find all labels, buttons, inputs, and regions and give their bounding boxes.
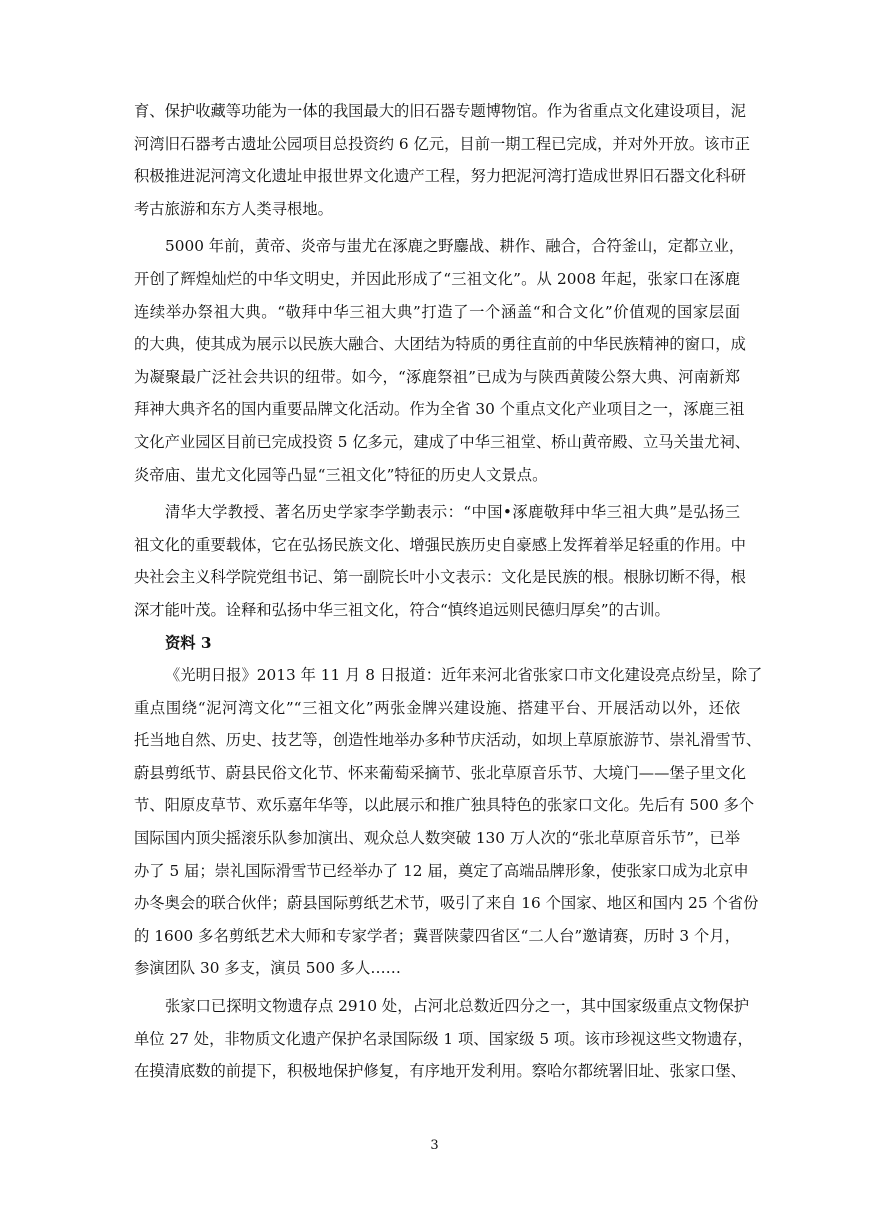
heading-text: 资料 3	[165, 633, 212, 652]
text-line: 托当地自然、历史、技艺等，创造性地举办多种节庆活动，如坝上草原旅游节、崇礼滑雪节、	[134, 731, 762, 750]
text-line: 育、保护收藏等功能为一体的我国最大的旧石器专题博物馆。作为省重点文化建设项目，泥	[134, 102, 746, 120]
text-line: 祖文化的重要载体，它在弘扬民族文化、增强民族历史自豪感上发挥着举足轻重的作用。中	[134, 535, 746, 554]
text-line: 的大典，使其成为展示以民族大融合、大团结为特质的勇往直前的中华民族精神的窗口，成	[134, 335, 746, 354]
text-line: 节、阳原皮草节、欢乐嘉年华等，以此展示和推广独具特色的张家口文化。先后有 500 多个	[134, 796, 755, 815]
text-line: 开创了辉煌灿烂的中华文明史，并因此形成了“三祖文化”。从 2008 年起，张家口在涿鹿	[134, 269, 740, 288]
text-line: 央社会主义科学院党组书记、第一副院长叶小文表示：文化是民族的根。根脉切断不得，根	[134, 568, 746, 587]
text-line: 的 1600 多名剪纸艺术大师和专家学者；冀晋陕蒙四省区“二人台”邀请赛，历时 3 个月，	[134, 926, 740, 945]
paragraph-1	[134, 95, 751, 225]
text-line: 单位 27 处，非物质文化遗产保护名录国际级 1 项、国家级 5 项。该市珍视这些文物遗存，	[134, 1029, 753, 1048]
text-line: 办了 5 届；崇礼国际滑雪节已经举办了 12 届，奠定了高端品牌形象，使张家口成为北京申	[134, 861, 749, 880]
text-line: 深才能叶茂。诠释和弘扬中华三祖文化，符合“慎终追远则民德归厚矣”的古训。	[134, 600, 670, 619]
text-line: 文化产业园区目前已完成投资 5 亿多元，建成了中华三祖堂、桥山黄帝殿、立马关蚩尤祠、	[134, 432, 751, 451]
text-line: 办冬奥会的联合伙伴；蔚县国际剪纸艺术节，吸引了来自 16 个国家、地区和国内 25 个省份	[134, 894, 759, 913]
text-line: 重点围绕“泥河湾文化”“三祖文化”两张金牌兴建设施、搭建平台、开展活动以外，还依	[134, 698, 740, 717]
text-line: 参演团队 30 多支，演员 500 多人……	[134, 959, 401, 978]
text-line: 为凝聚最广泛社会共识的纽带。如今，“涿鹿祭祖”已成为与陕西黄陵公祭大典、河南新郑	[134, 367, 740, 386]
text-line: 炎帝庙、蚩尤文化园等凸显“三祖文化”特征的历史人文景点。	[134, 465, 548, 484]
paragraph-5	[134, 990, 753, 1088]
text-line: 5000 年前，黄帝、炎帝与蚩尤在涿鹿之野鏖战、耕作、融合，合符釜山，定都立业，	[165, 237, 745, 256]
text-line: 考古旅游和东方人类寻根地。	[134, 199, 333, 218]
text-line: 拜神大典齐名的国内重要品牌文化活动。作为全省 30 个重点文化产业项目之一，涿鹿三祖	[134, 400, 745, 419]
section-heading	[134, 627, 740, 660]
text-line: 《光明日报》2013 年 11 月 8 日报道：近年来河北省张家口市文化建设亮点纷呈，除了	[165, 666, 763, 685]
text-line: 连续举办祭祖大典。“敬拜中华三祖大典”打造了一个涵盖“和合文化”价值观的国家层面	[134, 302, 740, 321]
text-line: 积极推进泥河湾文化遗址申报世界文化遗产工程，努力把泥河湾打造成世界旧石器文化科研	[134, 167, 746, 186]
paragraph-4	[134, 659, 763, 985]
text-line: 河湾旧石器考古遗址公园项目总投资约 6 亿元，目前一期工程已完成，并对外开放。该市正	[134, 134, 751, 153]
paragraph-2	[134, 230, 751, 491]
paragraph-3	[134, 496, 746, 626]
text-line: 蔚县剪纸节、蔚县民俗文化节、怀来葡萄采摘节、张北草原音乐节、大境门——堡子里文化	[134, 763, 746, 782]
text-line: 清华大学教授、著名历史学家李学勤表示：“中国•涿鹿敬拜中华三祖大典”是弘扬三	[165, 503, 740, 522]
page-number: 3	[430, 1138, 439, 1153]
text-line: 在摸清底数的前提下，积极地保护修复，有序地开发利用。察哈尔都统署旧址、张家口堡、	[134, 1062, 746, 1081]
text-line: 国际国内顶尖摇滚乐队参加演出、观众总人数突破 130 万人次的“张北草原音乐节”，已举	[134, 829, 740, 848]
text-line: 张家口已探明文物遗存点 2910 处，占河北总数近四分之一，其中国家级重点文物保护	[165, 997, 750, 1016]
page-body	[134, 95, 763, 1088]
